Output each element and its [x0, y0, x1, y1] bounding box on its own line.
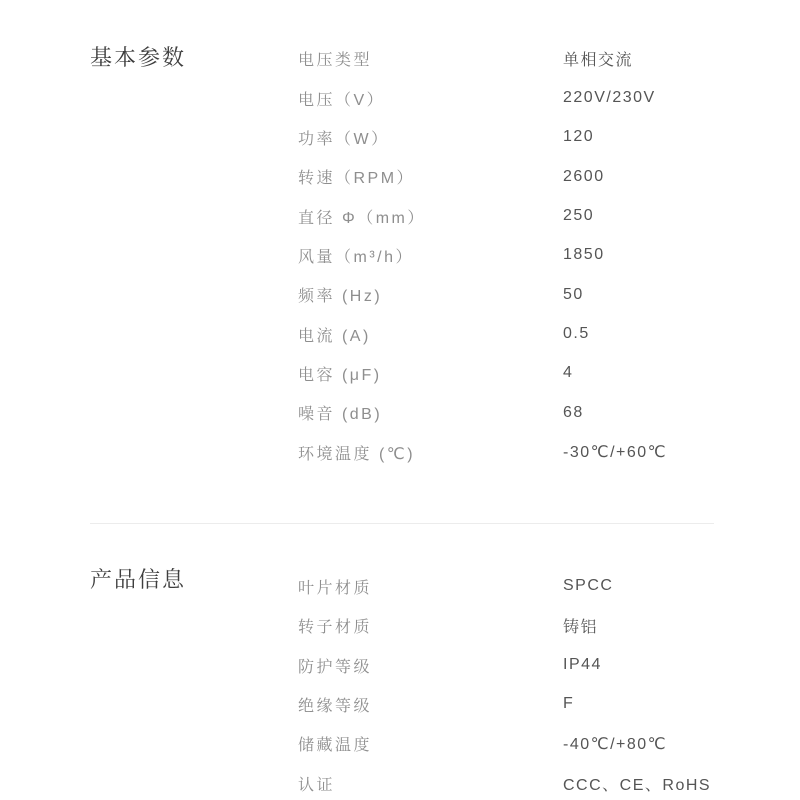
section-title-column [90, 524, 298, 593]
spec-row-value: 68 [563, 403, 584, 421]
spec-row-label: 频率 (Hz) [298, 288, 383, 306]
spec-section [0, 524, 800, 800]
spec-row-label: 认证 [298, 776, 336, 794]
spec-row-value: 4 [563, 364, 574, 382]
spec-row-label: 风量（m³/h） [298, 248, 415, 266]
spec-row-label: 绝缘等级 [298, 697, 373, 715]
spec-row-label: 噪音 (dB) [298, 406, 383, 424]
spec-row-value: 120 [563, 128, 595, 146]
spec-row [298, 432, 800, 471]
spec-row [298, 354, 800, 393]
spec-row-label: 电压（V） [298, 91, 386, 109]
spec-row [298, 764, 800, 800]
spec-row-value: -30℃/+60℃ [563, 444, 668, 462]
spec-row [298, 236, 800, 275]
spec-row-value: 220V/230V [563, 89, 656, 107]
spec-row [298, 157, 800, 196]
spec-row-value: CCC、CE、RoHS [563, 776, 712, 794]
spec-row [298, 393, 800, 432]
spec-row [298, 645, 800, 684]
spec-row [298, 118, 800, 157]
spec-row [298, 724, 800, 763]
spec-row [298, 275, 800, 314]
spec-row-label: 电压类型 [298, 52, 373, 70]
spec-row-label: 功率（W） [298, 130, 390, 148]
spec-row-value: 0.5 [563, 325, 590, 343]
spec-row-value: IP44 [563, 656, 602, 674]
spec-row [298, 606, 800, 645]
spec-row [298, 567, 800, 606]
spec-row-label: 转子材质 [298, 619, 373, 637]
section-rows-column [298, 524, 800, 800]
spec-row-value: -40℃/+80℃ [563, 735, 668, 753]
spec-row-value: 1850 [563, 246, 605, 264]
section-rows-column [298, 0, 800, 472]
spec-row [298, 314, 800, 353]
spec-row-label: 转速（RPM） [298, 170, 416, 188]
spec-row-label: 叶片材质 [298, 579, 373, 597]
section-title-column [90, 0, 298, 71]
spec-row [298, 196, 800, 235]
spec-row-value: 50 [563, 285, 584, 303]
spec-row-label: 防护等级 [298, 658, 373, 676]
spec-row-label: 直径 Φ（mm） [298, 209, 426, 227]
spec-row-value: 250 [563, 207, 595, 225]
spec-row [298, 78, 800, 117]
spec-row-value: 铸铝 [563, 619, 599, 637]
spec-row-value: 2600 [563, 167, 605, 185]
spec-row-value: SPCC [563, 577, 614, 595]
spec-row-value: 单相交流 [563, 52, 634, 70]
spec-row-label: 环境温度 (℃) [298, 445, 416, 463]
spec-row [298, 685, 800, 724]
section-title: 基本参数 [90, 45, 187, 70]
spec-row-label: 电流 (A) [298, 327, 371, 345]
spec-row-label: 储藏温度 [298, 737, 373, 755]
spec-row-value: F [563, 695, 575, 713]
section-title: 产品信息 [90, 566, 187, 592]
spec-row-label: 电容 (μF) [298, 366, 382, 384]
spec-row [298, 39, 800, 78]
